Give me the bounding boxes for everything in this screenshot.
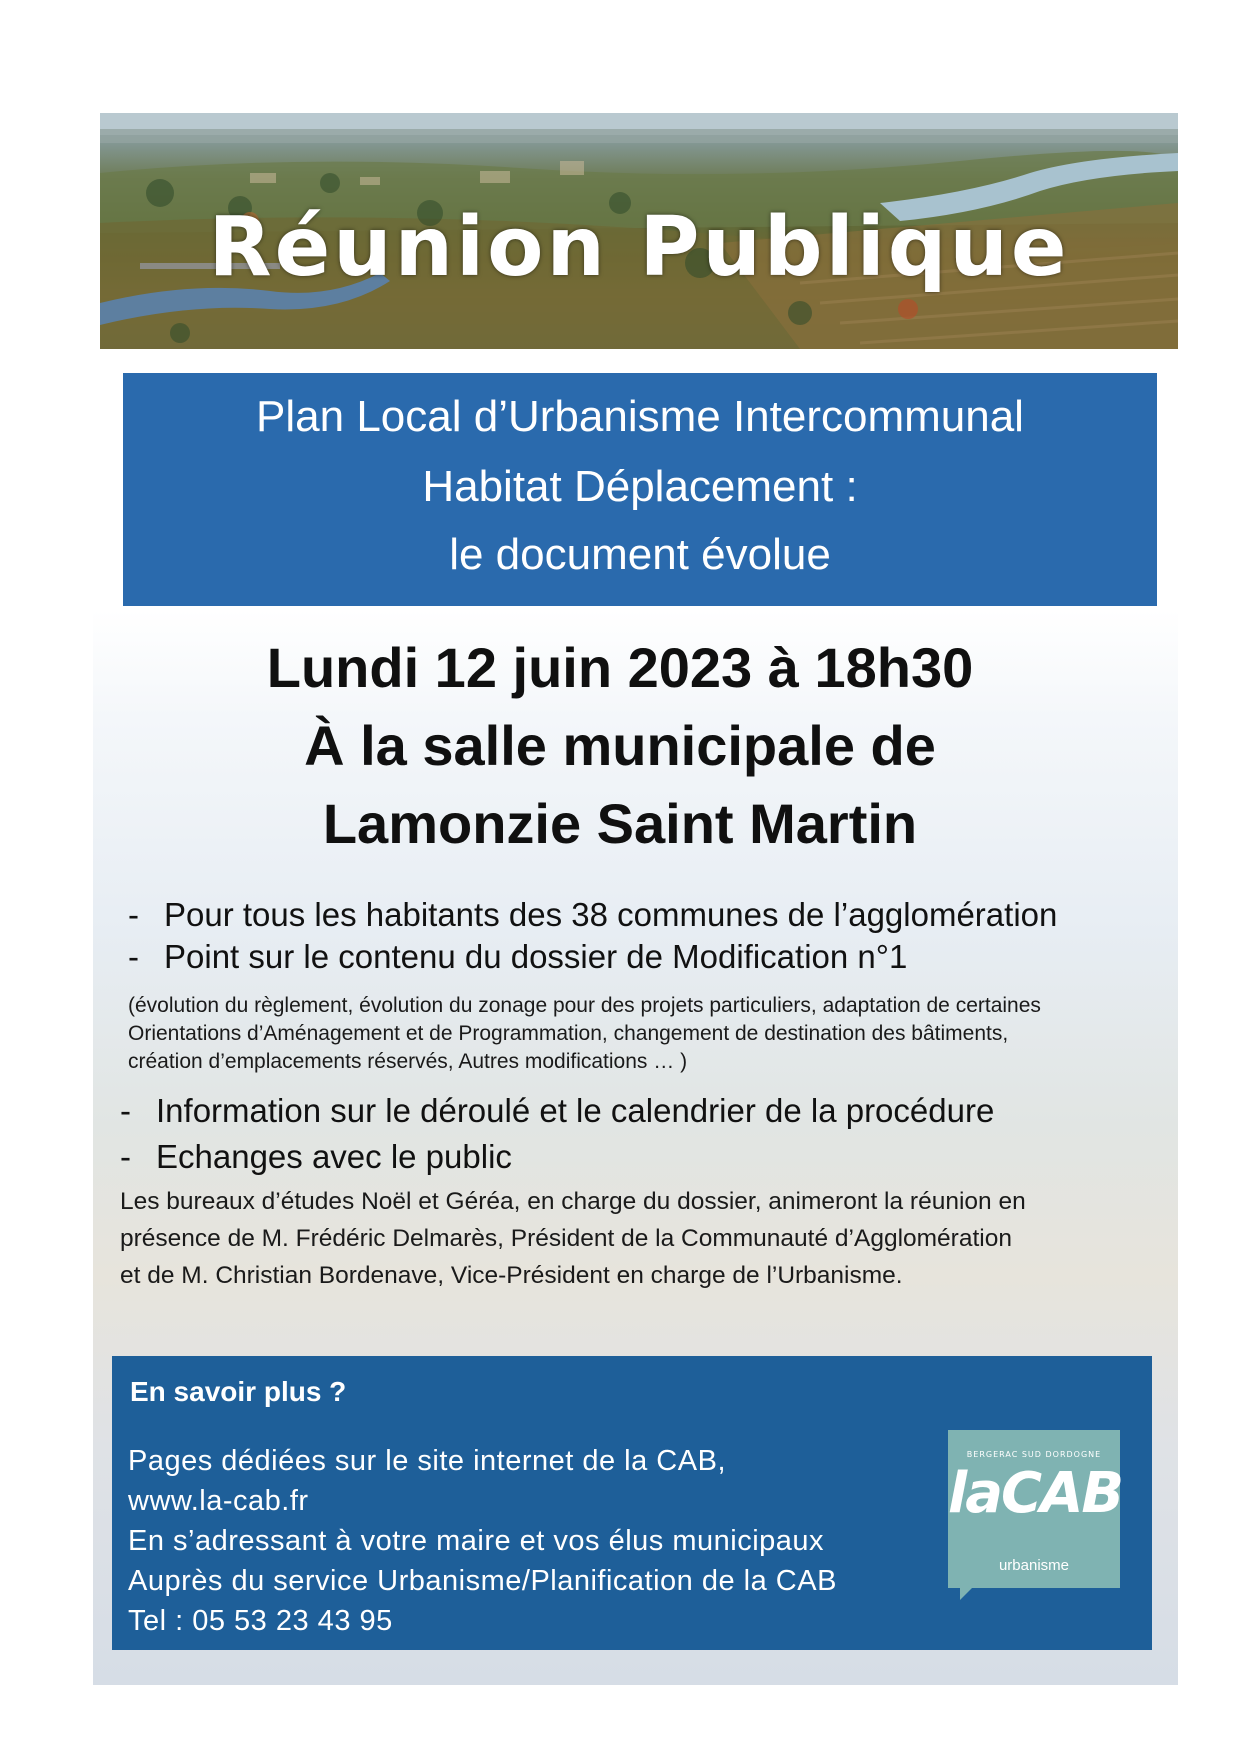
info-line: En s’adressant à votre maire et vos élus municipaux bbox=[128, 1525, 825, 1557]
note-line: (évolution du règlement, évolution du zonage pour des projets particuliers, adaptation de certaines bbox=[128, 994, 1041, 1017]
bullet-text: Point sur le contenu du dossier de Modification n°1 bbox=[164, 938, 908, 975]
bullet-text: Information sur le déroulé et le calendrier de la procédure bbox=[156, 1092, 995, 1129]
event-place-line-2: Lamonzie Saint Martin bbox=[322, 792, 918, 855]
bullet-text: Pour tous les habitants des 38 communes de l’agglomération bbox=[164, 896, 1058, 933]
info-line: Auprès du service Urbanisme/Planification de la CAB bbox=[128, 1565, 837, 1597]
bullet-item bbox=[128, 898, 1057, 931]
website-link[interactable]: www.la-cab.fr bbox=[128, 1485, 309, 1517]
logo-word: laCAB bbox=[948, 1461, 1123, 1526]
bullet-dash: - bbox=[128, 938, 139, 975]
bullet-text: Echanges avec le public bbox=[156, 1138, 512, 1175]
logo-tail bbox=[960, 1588, 984, 1600]
info-line: Pages dédiées sur le site internet de la CAB, bbox=[128, 1445, 726, 1477]
title-box bbox=[123, 373, 1157, 606]
paragraph-line: présence de M. Frédéric Delmarès, Président de la Communauté d’Agglomération bbox=[120, 1225, 1012, 1252]
event-place-line-1: À la salle municipale de bbox=[304, 714, 936, 777]
banner-title: Réunion Publique bbox=[208, 200, 1070, 295]
note-line: création d’emplacements réservés, Autres modifications … ) bbox=[128, 1050, 688, 1073]
paragraph-line: et de M. Christian Bordenave, Vice-Président en charge de l’Urbanisme. bbox=[120, 1262, 903, 1289]
header-banner-photo bbox=[100, 113, 1178, 349]
bullet-dash: - bbox=[120, 1138, 131, 1175]
info-heading: En savoir plus ? bbox=[130, 1376, 347, 1407]
logo-subtitle: urbanisme bbox=[998, 1557, 1070, 1574]
phone-number: Tel : 05 53 23 43 95 bbox=[128, 1605, 393, 1637]
logo-top-text: BERGERAC SUD DORDOGNE bbox=[966, 1450, 1102, 1459]
title-line-2: Habitat Déplacement : bbox=[422, 462, 858, 511]
title-line-3: le document évolue bbox=[449, 530, 831, 579]
bullet-item bbox=[120, 1094, 994, 1127]
bullet-dash: - bbox=[128, 896, 139, 933]
paragraph-line: Les bureaux d’études Noël et Géréa, en charge du dossier, animeront la réunion en bbox=[120, 1188, 1026, 1215]
bullet-item bbox=[128, 940, 907, 973]
title-line-1: Plan Local d’Urbanisme Intercommunal bbox=[256, 392, 1024, 441]
note-line: Orientations d’Aménagement et de Programmation, changement de destination des bâtiments, bbox=[128, 1022, 1009, 1045]
event-date: Lundi 12 juin 2023 à 18h30 bbox=[266, 636, 974, 699]
bullet-item bbox=[120, 1140, 512, 1173]
bullet-dash: - bbox=[120, 1092, 131, 1129]
